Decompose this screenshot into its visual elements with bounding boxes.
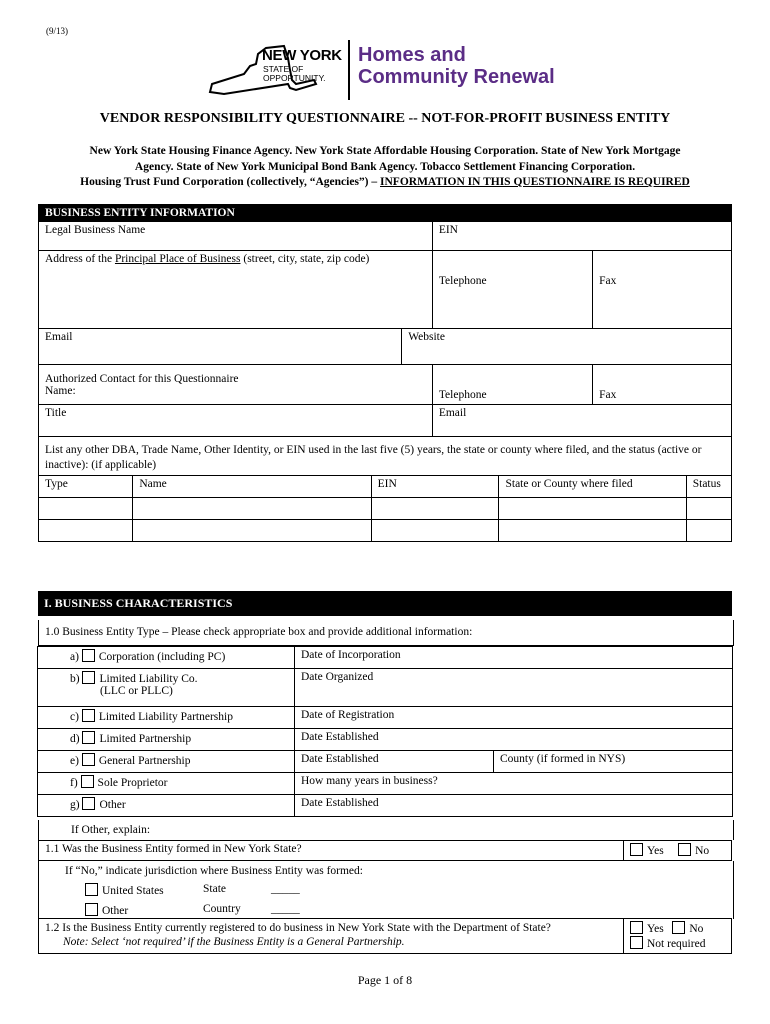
ny-logo-title: NEW YORK xyxy=(262,47,342,64)
dba-col-name: Name xyxy=(133,476,371,498)
checkbox[interactable] xyxy=(82,753,95,766)
dba-col-status: Status xyxy=(686,476,731,498)
entity-type-other[interactable]: g) Other xyxy=(38,795,295,817)
q10-row: 1.0 Business Entity Type – Please check appropriate box and provide additional information: xyxy=(38,620,734,646)
jurisdiction-block: If “No,” indicate jurisdiction where Business Entity was formed: United States State _____ Other Country _____ xyxy=(38,861,734,919)
entity-type-sole-proprietor[interactable]: f) Sole Proprietor xyxy=(38,773,295,795)
address-field[interactable]: Address of the Principal Place of Business (street, city, state, zip code) xyxy=(39,251,433,329)
years-in-business-field[interactable]: How many years in business? xyxy=(295,773,733,795)
checkbox[interactable] xyxy=(82,731,95,744)
ny-logo-subtitle: STATE OF OPPORTUNITY. xyxy=(263,64,326,83)
not-required-checkbox[interactable] xyxy=(630,936,643,949)
date-organized-field[interactable]: Date Organized xyxy=(295,669,733,707)
required-notice: INFORMATION IN THIS QUESTIONNAIRE IS REQUIRED xyxy=(380,176,690,188)
checkbox[interactable] xyxy=(82,709,95,722)
dba-instructions: List any other DBA, Trade Name, Other Identity, or EIN used in the last five (5) years, the state or county where filed, and the status (active or inactive): (if applicable) xyxy=(39,437,732,476)
other-checkbox[interactable] xyxy=(85,903,98,916)
q11-question: 1.1 Was the Business Entity formed in New York State? xyxy=(39,841,624,861)
logo-divider xyxy=(348,40,350,100)
revision-date: (9/13) xyxy=(46,26,68,36)
dba-cell[interactable] xyxy=(686,498,731,520)
q11-table xyxy=(38,840,732,861)
hcr-logo xyxy=(200,38,580,100)
contact-telephone-field[interactable]: Telephone xyxy=(432,365,592,405)
yes-checkbox[interactable] xyxy=(630,921,643,934)
dba-cell[interactable] xyxy=(499,520,686,542)
dba-cell[interactable] xyxy=(371,520,499,542)
dba-col-ein: EIN xyxy=(371,476,499,498)
dba-cell[interactable] xyxy=(39,520,133,542)
entity-type-corporation[interactable]: a) Corporation (including PC) xyxy=(38,647,295,669)
if-other-explain-field[interactable]: If Other, explain: xyxy=(38,820,734,840)
q11-options: Yes No xyxy=(624,841,732,861)
page-number: Page 1 of 8 xyxy=(357,973,413,987)
checkbox[interactable] xyxy=(82,671,95,684)
date-established-field[interactable]: Date Established xyxy=(295,795,733,817)
dba-cell[interactable] xyxy=(133,498,371,520)
dba-cell[interactable] xyxy=(686,520,731,542)
dba-col-type: Type xyxy=(39,476,133,498)
checkbox[interactable] xyxy=(81,775,94,788)
county-field[interactable]: County (if formed in NYS) xyxy=(494,751,733,773)
dba-cell[interactable] xyxy=(499,498,686,520)
no-checkbox[interactable] xyxy=(672,921,685,934)
email-field[interactable]: Email xyxy=(39,329,402,365)
telephone-field[interactable]: Telephone xyxy=(432,251,592,329)
entity-type-general-partnership[interactable]: e) General Partnership xyxy=(38,751,295,773)
business-characteristics-header: I. BUSINESS CHARACTERISTICS xyxy=(38,591,732,616)
checkbox[interactable] xyxy=(82,649,95,662)
section-header: BUSINESS ENTITY INFORMATION xyxy=(39,205,732,222)
dba-cell[interactable] xyxy=(371,498,499,520)
entity-type-llc[interactable]: b) Limited Liability Co. (LLC or PLLC) xyxy=(38,669,295,707)
country-blank[interactable]: _____ xyxy=(271,903,300,915)
contact-name-field[interactable]: Authorized Contact for this Questionnaire Name: xyxy=(39,365,433,405)
contact-email-field[interactable]: Email xyxy=(432,405,731,437)
united-states-checkbox[interactable] xyxy=(85,883,98,896)
dba-col-state: State or County where filed xyxy=(499,476,686,498)
entity-type-table xyxy=(37,646,733,817)
entity-type-lp[interactable]: d) Limited Partnership xyxy=(38,729,295,751)
date-of-incorporation-field[interactable]: Date of Incorporation xyxy=(295,647,733,669)
state-blank[interactable]: _____ xyxy=(271,883,300,895)
agencies-paragraph: New York State Housing Finance Agency. New York State Affordable Housing Corporation. State of New York Mortgage Agency. State of New York Municipal Bond Bank Agency. Tobacco Settlement Financing Corporation. Housing Trust Fund Corporation (collectively, “Agencies”) – INFORMATION IN THIS QUESTIONNAIRE IS REQUIRED xyxy=(80,145,690,188)
legal-name-field[interactable]: Legal Business Name xyxy=(39,222,433,251)
ein-field[interactable]: EIN xyxy=(432,222,731,251)
website-field[interactable]: Website xyxy=(402,329,732,365)
q12-question: 1.2 Is the Business Entity currently registered to do business in New York State with the Department of State? Note: Select ‘not required’ if the Business Entity is a General Partnership. xyxy=(39,919,624,954)
no-checkbox[interactable] xyxy=(678,843,691,856)
q12-options: Yes No Not required xyxy=(624,919,732,954)
checkbox[interactable] xyxy=(82,797,95,810)
entity-type-llp[interactable]: c) Limited Liability Partnership xyxy=(38,707,295,729)
yes-checkbox[interactable] xyxy=(630,843,643,856)
date-established-field[interactable]: Date Established xyxy=(295,729,733,751)
page-title: VENDOR RESPONSIBILITY QUESTIONNAIRE -- NOT-FOR-PROFIT BUSINESS ENTITY xyxy=(99,111,671,126)
dba-cell[interactable] xyxy=(39,498,133,520)
business-entity-table xyxy=(38,204,732,542)
contact-fax-field[interactable]: Fax xyxy=(593,365,732,405)
q12-table xyxy=(38,918,732,954)
dba-cell[interactable] xyxy=(133,520,371,542)
contact-title-field[interactable]: Title xyxy=(39,405,433,437)
date-of-registration-field[interactable]: Date of Registration xyxy=(295,707,733,729)
fax-field[interactable]: Fax xyxy=(593,251,732,329)
date-established-field[interactable]: Date Established xyxy=(295,751,494,773)
hcr-logo-text: Homes and Community Renewal xyxy=(358,44,555,88)
